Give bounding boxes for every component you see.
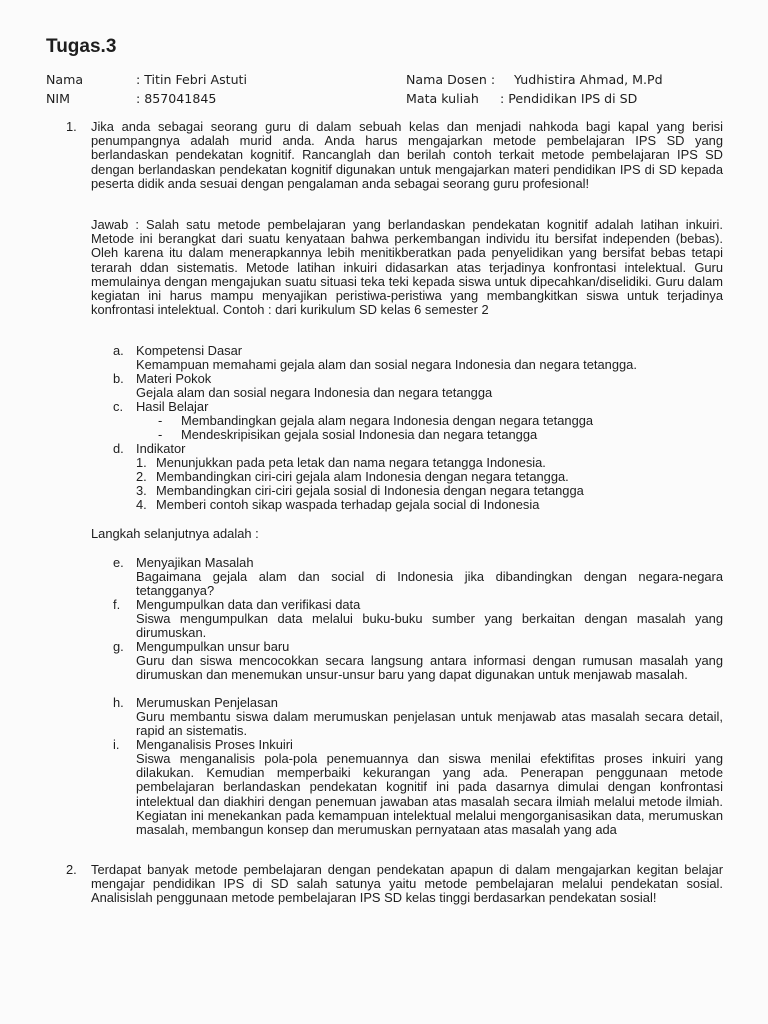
step-h-text: Guru membantu siswa dalam merumuskan penjelasan untuk menjawab atas masalah secara detail, rapid an sistematis. — [136, 709, 723, 739]
item-b-title: Materi Pokok — [136, 371, 212, 386]
q2-number: 2. — [66, 862, 77, 877]
item-c-title: Hasil Belajar — [136, 399, 209, 414]
indicator-number: 4. — [136, 497, 147, 512]
item-d-title: Indikator — [136, 441, 186, 456]
step-g-marker: g. — [113, 639, 124, 654]
page-title: Tugas.3 — [46, 36, 117, 57]
step-f-marker: f. — [113, 597, 121, 612]
indicator-number: 2. — [136, 469, 147, 484]
item-b-marker: b. — [113, 371, 124, 386]
step-g-text: Guru dan siswa mencocokkan secara langsung antara informasi dengan rumusan masalah yang dirumuskan dan menemukan unsur-unsur baru yang dapat digunakan untuk menjawab masalah. — [136, 653, 723, 683]
item-a-title: Kompetensi Dasar — [136, 343, 243, 358]
step-i-title: Menganalisis Proses Inkuiri — [136, 737, 293, 752]
item-c-marker: c. — [113, 399, 124, 414]
item-a-text: Kemampuan memahami gejala alam dan sosial negara Indonesia dan negara tetangga. — [136, 357, 637, 372]
q1-question: Jika anda sebagai seorang guru di dalam sebuah kelas dan menjadi nahkoda bagi kapal yang berisi penumpangnya adalah murid anda. Anda harus mengajarkan metode pembelajaran IPS SD yang berlandaskan pendekatan kognitif. Rancanglah dan berilah contoh terkait metode pembelajaran IPS SD dengan berlandaskan pendekatan kognitif digunakan untuk mengajarkan materi pendidikan IPS di SD kepada peserta didik anda sesuai dengan pengalaman anda sebagai seorang guru profesional! — [91, 119, 723, 191]
nama-label: Nama — [46, 72, 84, 87]
step-e-text: Bagaimana gejala alam dan social di Indonesia jika dibandingkan dengan negara-negara tetangganya? — [136, 569, 723, 599]
q1-answer: Jawab : Salah satu metode pembelajaran yang berlandaskan pendekatan kognitif adalah latihan inkuiri. Metode ini berangkat dari suatu kenyataan bahwa perkembangan individu itu bersifat independen (bebas). Oleh karena itu dalam menerapkannya lebih menitikberatkan pada penyelidikan yang bersifat bebas tetapi terarah ddan sistematis. Metode latihan inkuiri didasarkan atas terjadinya konfrontasi intelektual. Guru memulainya dengan mengajukan suatu situasi teka teki kepada siswa untuk dipecahkan/diselidiki. Guru dalam kegiatan ini harus mampu menyajikan peristiwa-peristiwa yang membangkitkan siswa untuk terjadinya konfrontasi intelektual. Contoh : dari kurikulum SD kelas 6 semester 2 — [91, 217, 723, 318]
nama-value: : Titin Febri Astuti — [136, 72, 247, 87]
step-f-title: Mengumpulkan data dan verifikasi data — [136, 597, 361, 612]
indicator-item: Menunjukkan pada peta letak dan nama negara tetangga Indonesia. — [156, 455, 546, 470]
step-i-marker: i. — [113, 737, 120, 752]
dosen-label: Nama Dosen : — [406, 72, 496, 87]
indicator-item: Memberi contoh sikap waspada terhadap gejala social di Indonesia — [156, 497, 540, 512]
step-f-text: Siswa mengumpulkan data melalui buku-buku sumber yang berkaitan dengan masalah yang dirumuskan. — [136, 611, 723, 641]
item-c-dash: - — [158, 413, 163, 428]
nim-label: NIM — [46, 91, 71, 106]
item-c-point: Membandingkan gejala alam negara Indonesia dengan negara tetangga — [181, 413, 594, 428]
next-steps-heading: Langkah selanjutnya adalah : — [91, 526, 259, 541]
indicator-item: Membandingkan ciri-ciri gejala alam Indonesia dengan negara tetangga. — [156, 469, 569, 484]
step-h-marker: h. — [113, 695, 124, 710]
step-e-marker: e. — [113, 555, 124, 570]
step-e-title: Menyajikan Masalah — [136, 555, 254, 570]
q2-question: Terdapat banyak metode pembelajaran dengan pendekatan apapun di dalam mengajarkan kegitan belajar mengajar pendidikan IPS di SD salah satunya yaitu metode pembelajaran melalui pendekatan sosial. Analisislah penggunaan metode pembelajaran IPS SD kelas tinggi berdasarkan pendekatan sosial! — [91, 862, 723, 906]
q1-number: 1. — [66, 119, 77, 134]
matkul-label: Mata kuliah — [406, 91, 479, 106]
indicator-number: 3. — [136, 483, 147, 498]
item-d-marker: d. — [113, 441, 124, 456]
step-i-text: Siswa menganalisis pola-pola penemuannya dan siswa menilai efektifitas proses inkuiri yang dilakukan. Kemudian memperbaiki kekurangan yang ada. Penerapan penggunaan metode pembelajaran berlandaskan pendekatan kognitif ini pada dasarnya dimulai dengan konfrontasi intelektual dan diakhiri dengan penemuan jawaban atas masalah secara ilmiah melalui metode ilmiah. Kegiatan ini menekankan pada kemampuan intelektual melalui mengorganisasikan data, merumuskan masalah, membangun konsep dan merumuskan pernyataan atas masalah yang ada — [136, 751, 723, 838]
step-g-title: Mengumpulkan unsur baru — [136, 639, 290, 654]
step-h-title: Merumuskan Penjelasan — [136, 695, 278, 710]
item-b-text: Gejala alam dan sosial negara Indonesia dan negara tetangga — [136, 385, 493, 400]
matkul-value: : Pendidikan IPS di SD — [500, 91, 638, 106]
dosen-value: Yudhistira Ahmad, M.Pd — [514, 72, 663, 87]
item-c-dash: - — [158, 427, 163, 442]
indicator-item: Membandingkan ciri-ciri gejala sosial di Indonesia dengan negara tetangga — [156, 483, 584, 498]
item-c-point: Mendeskripisikan gejala sosial Indonesia dan negara tetangga — [181, 427, 538, 442]
indicator-number: 1. — [136, 455, 147, 470]
nim-value: : 857041845 — [136, 91, 217, 106]
item-a-marker: a. — [113, 343, 124, 358]
